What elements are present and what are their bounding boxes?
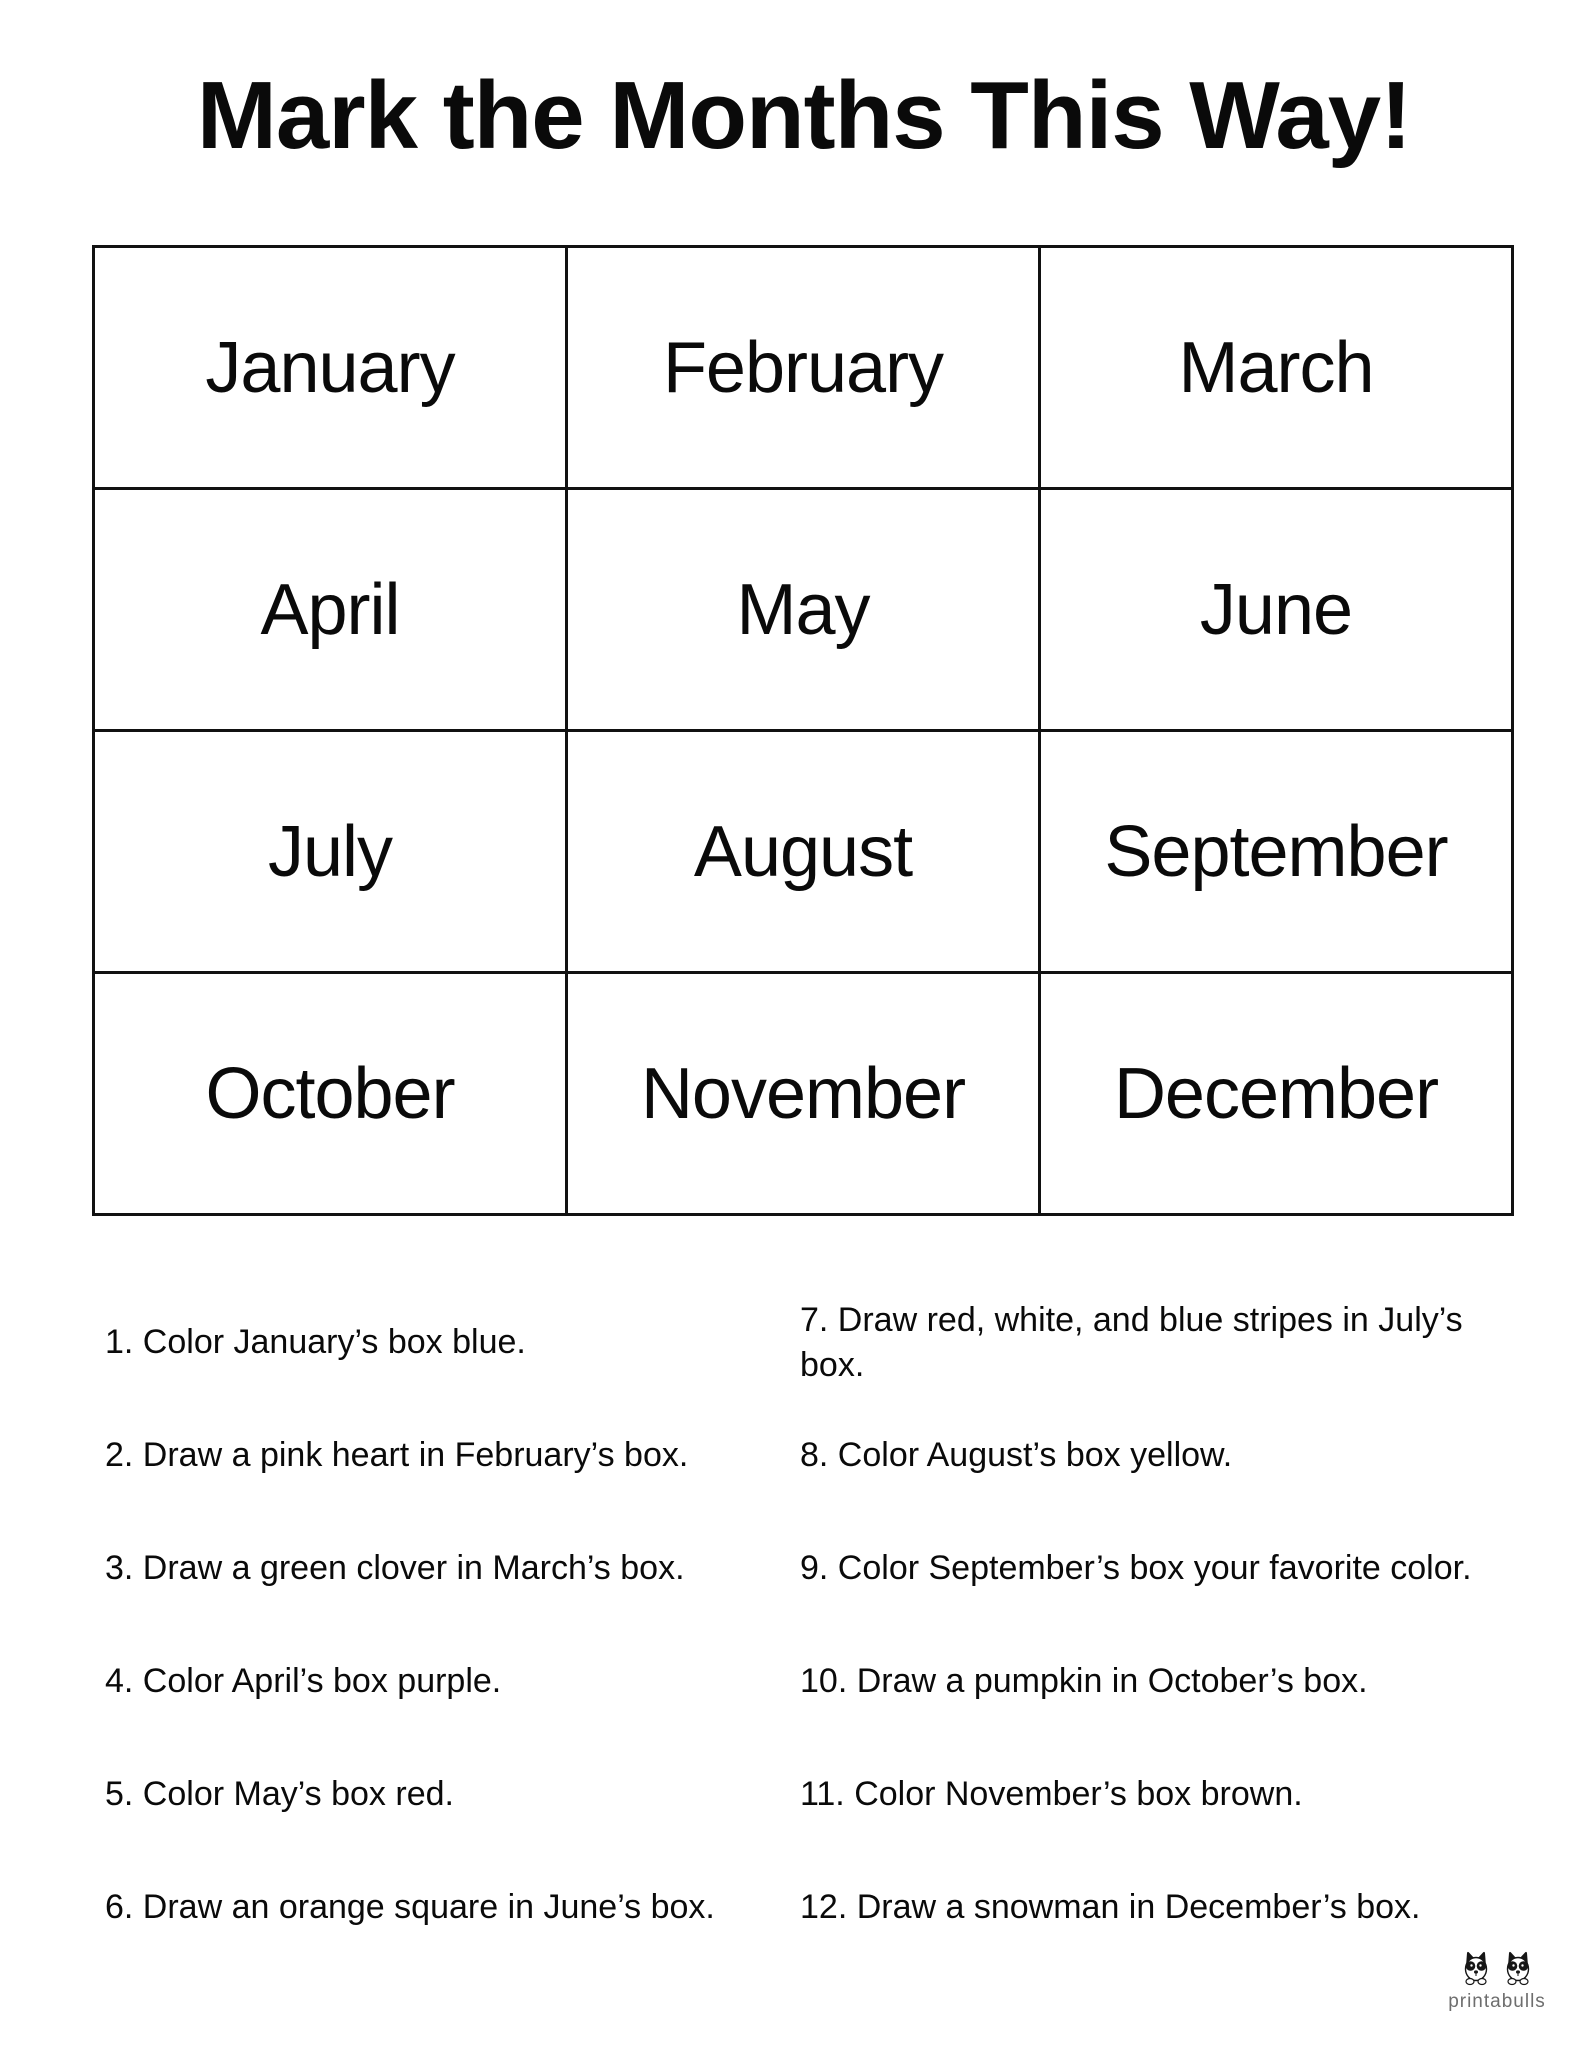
month-label: July [267, 811, 393, 892]
month-cell-october [95, 974, 568, 1216]
instruction-item-1: 1. Color January’s box blue. [105, 1323, 526, 1362]
month-cell-may [568, 490, 1041, 732]
month-cell-december [1041, 974, 1514, 1216]
month-cell-april [95, 490, 568, 732]
month-cell-june [1041, 490, 1514, 732]
month-label: June [1199, 569, 1353, 650]
instruction-item-8: 8. Color August’s box yellow. [800, 1436, 1233, 1475]
month-label: April [260, 569, 400, 650]
month-label: January [205, 327, 455, 408]
month-cell-february [568, 248, 1041, 490]
month-label: November [640, 1053, 966, 1134]
instructions-left-column [105, 1286, 765, 1964]
month-cell-august [568, 732, 1041, 974]
instruction-item-7: 7. Draw red, white, and blue stripes in July’s box. [800, 1300, 1463, 1384]
instruction-item-4: 4. Color April’s box purple. [105, 1662, 502, 1701]
month-cell-january [95, 248, 568, 490]
month-label: March [1178, 327, 1374, 408]
month-label: October [205, 1053, 455, 1134]
printabulls-logo [1442, 1950, 1552, 2013]
month-label: December [1113, 1053, 1439, 1134]
instruction-item-11: 11. Color November’s box brown. [800, 1775, 1303, 1814]
instruction-item-10: 10. Draw a pumpkin in October’s box. [800, 1662, 1368, 1701]
instruction-item-6: 6. Draw an orange square in June’s box. [105, 1888, 715, 1927]
month-label: August [693, 811, 913, 892]
two-french-bulldogs-icon [1458, 1950, 1536, 1990]
page-title: Mark the Months This Way! [196, 62, 1412, 169]
month-cell-november [568, 974, 1041, 1216]
month-cell-march [1041, 248, 1514, 490]
instructions-right-column [800, 1286, 1500, 1964]
month-cell-july [95, 732, 568, 974]
instruction-item-3: 3. Draw a green clover in March’s box. [105, 1549, 685, 1588]
logo-brand-text: printabulls [1448, 1991, 1546, 2012]
months-grid [92, 245, 1514, 1216]
instruction-item-5: 5. Color May’s box red. [105, 1775, 454, 1814]
month-label: May [736, 569, 870, 650]
instruction-item-2: 2. Draw a pink heart in February’s box. [105, 1436, 689, 1475]
month-label: September [1104, 811, 1448, 892]
month-cell-september [1041, 732, 1514, 974]
instruction-item-9: 9. Color September’s box your favorite color. [800, 1549, 1472, 1588]
month-label: February [662, 327, 944, 408]
instruction-item-12: 12. Draw a snowman in December’s box. [800, 1888, 1421, 1927]
